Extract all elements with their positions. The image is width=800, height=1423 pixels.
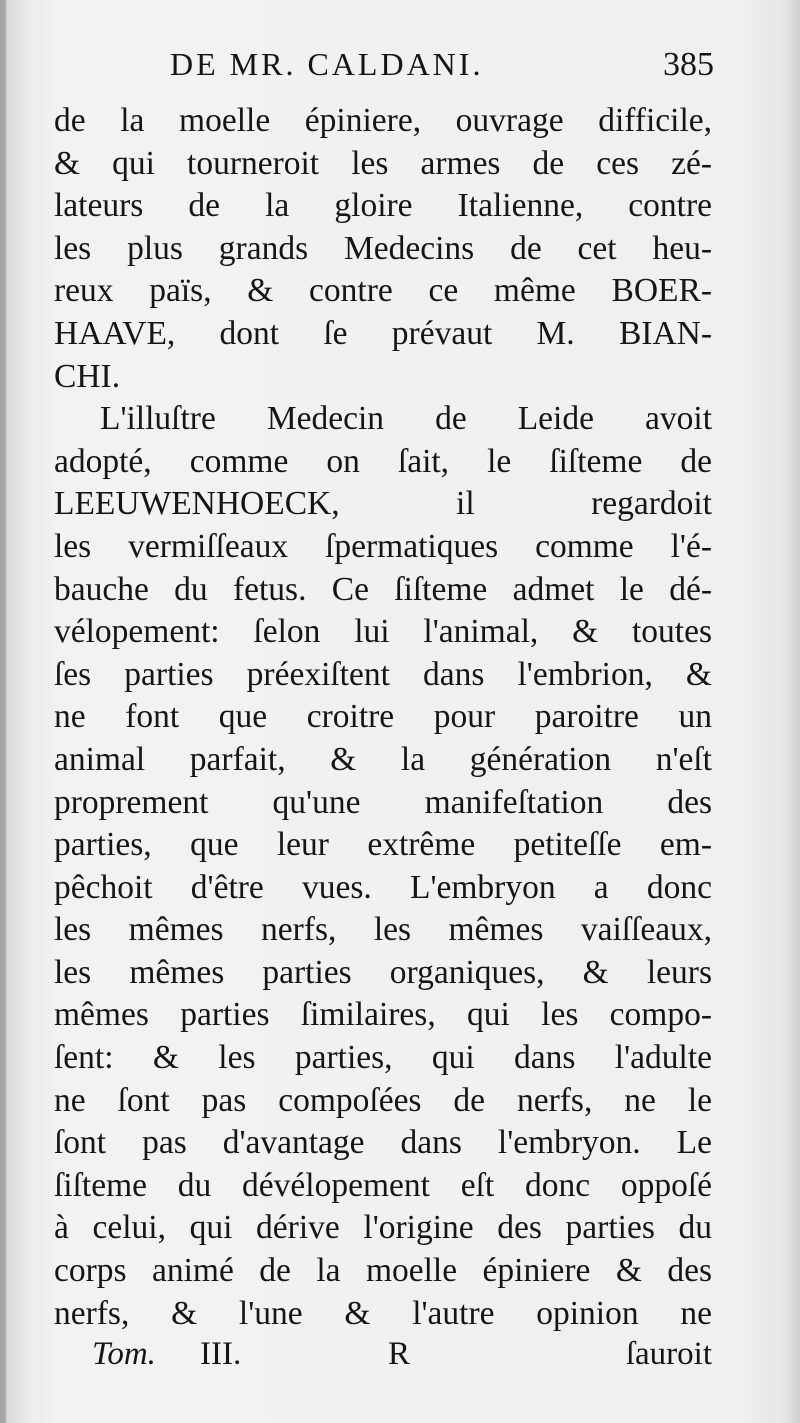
footer-volume: III. [200,1336,242,1372]
text-line: ſont pas d'avantage dans l'embryon. Le [54,1124,712,1162]
text-line: nerfs, & l'une & l'autre opinion ne [54,1294,712,1332]
paragraph-first-line: L'illuſtre Medecin de Leide avoit [100,400,712,438]
running-title: DE MR. CALDANI. [170,46,484,82]
text-line: adopté, comme on ſait, le ſiſteme de [54,442,712,480]
running-header [170,46,712,96]
page-footer [92,1336,712,1382]
signature-mark: R [388,1336,411,1372]
text-line: HAAVE, dont ſe prévaut M. BIAN- [54,314,712,352]
text-line: vélopement: ſelon lui l'animal, & toutes [54,613,712,651]
text-line: proprement qu'une manifeſtation des [54,783,712,821]
text-line: les vermiſſeaux ſpermatiques comme l'é- [54,527,712,565]
text-line: corps animé de la moelle épiniere & des [54,1252,712,1290]
text-line: de la moelle épiniere, ouvrage difficile, [54,102,712,139]
page-number: 385 [663,46,714,83]
text-line: à celui, qui dérive l'origine des parties du [54,1209,712,1247]
text-line: LEEUWENHOECK, il regardoit [54,485,712,523]
text-line: ſent: & les parties, qui dans l'adulte [54,1039,712,1077]
text-line: lateurs de la gloire Italienne, contre [54,187,712,225]
text-line: animal parfait, & la génération n'eſt [54,740,712,778]
text-line: & qui tourneroit les armes de ces zé- [54,144,712,182]
page-gutter-shadow [0,0,6,1423]
text-line: reux païs, & contre ce même BOER- [54,272,712,310]
text-line: CHI. [54,357,121,395]
text-line: les mêmes nerfs, les mêmes vaiſſeaux, [54,911,712,949]
text-line: mêmes parties ſimilaires, qui les compo- [54,996,712,1034]
text-line: parties, que leur extrême petiteſſe em- [54,826,712,864]
text-line: les mêmes parties organiques, & leurs [54,953,712,991]
text-line: pêchoit d'être vues. L'embryon a donc [54,868,712,906]
text-line: ſiſteme du dévélopement eſt donc oppoſé [54,1166,712,1204]
text-line: ne font que croitre pour paroitre un [54,698,712,736]
footer-tome: Tom. [92,1336,156,1372]
text-line: ne ſont pas compoſées de nerfs, ne le [54,1081,712,1119]
body-text [54,100,712,1335]
catchword: ſauroit [625,1336,712,1372]
text-line: les plus grands Medecins de cet heu- [54,229,712,267]
text-line: bauche du fetus. Ce ſiſteme admet le dé- [54,570,712,608]
text-line: ſes parties préexiſtent dans l'embrion, & [54,655,712,693]
